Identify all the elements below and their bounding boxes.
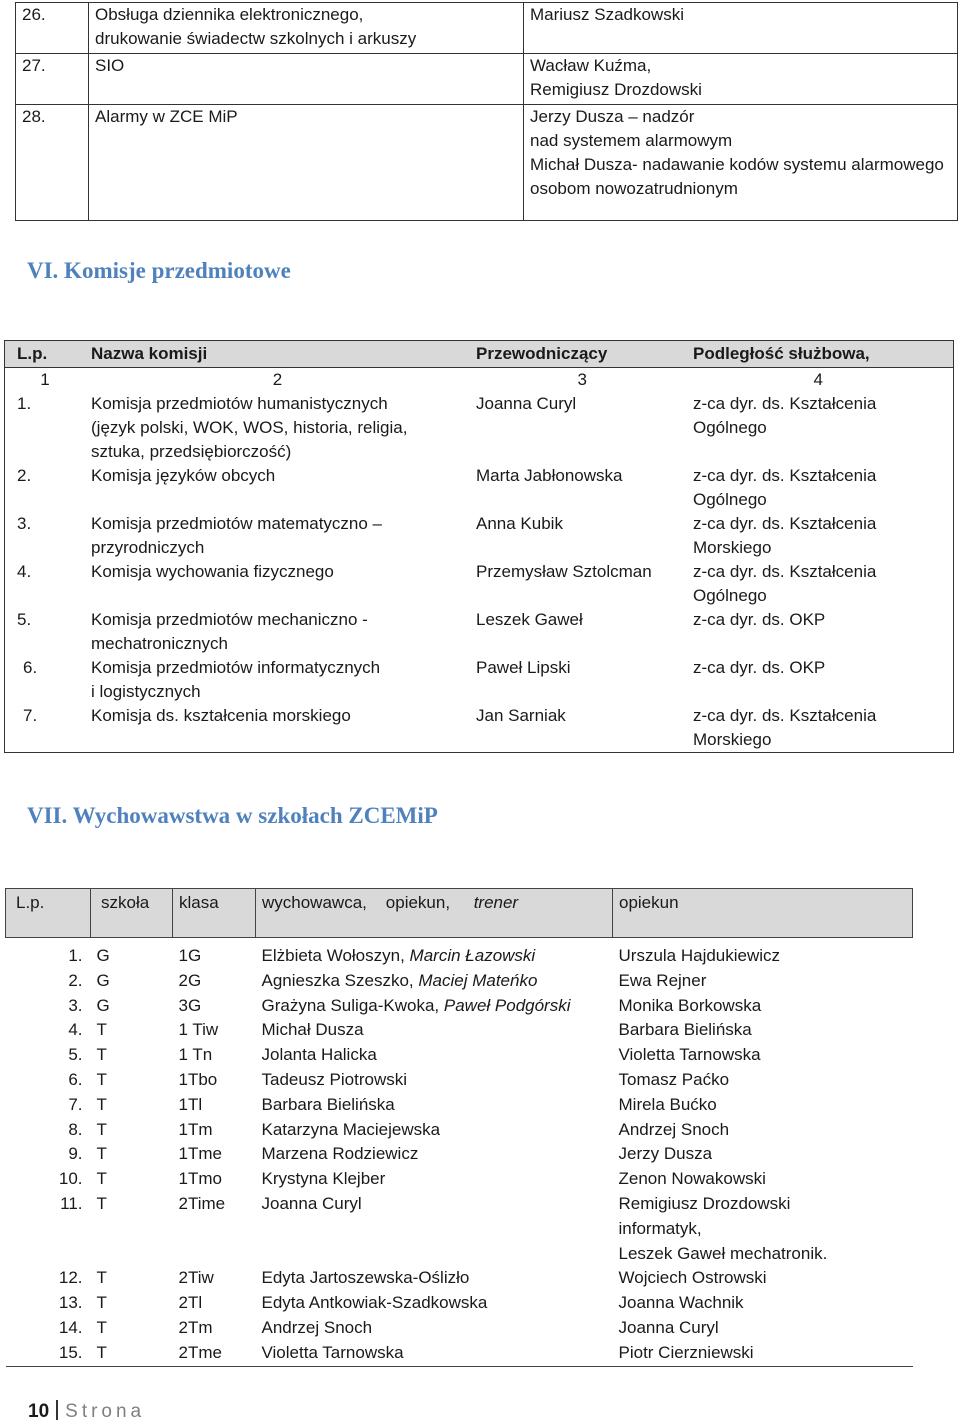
row-name: SIO [89, 54, 524, 105]
header-cell: klasa [173, 889, 256, 938]
table-row [6, 969, 913, 994]
guardian-cell: Mirela Bućko [618, 1094, 717, 1114]
guardian-cell: Zenon Nowakowski [618, 1169, 766, 1189]
committee-name: Komisja przedmiotów mechaniczno - mechatronicznych [91, 610, 368, 653]
school-cell: T [96, 1069, 107, 1089]
teacher-cell [256, 969, 613, 994]
header-trainer: trener [473, 893, 519, 912]
guardian-cell: Joanna Curyl [618, 1317, 719, 1337]
school-cell: T [96, 1119, 107, 1139]
teacher-cell [256, 1018, 613, 1043]
class-cell: 1G [178, 946, 202, 965]
guardian-cell: Violetta Tarnowska [618, 1045, 761, 1065]
row-number: 5. [17, 610, 32, 629]
page-footer [28, 1400, 145, 1423]
table-row [6, 1316, 913, 1341]
class-cell: 2G [178, 970, 202, 990]
teacher-name: Tadeusz Piotrowski [261, 1069, 408, 1089]
row-person: Jerzy Dusza – nadzór nad systemem alarmowym Michał Dusza- nadawanie kodów systemu alarmowego osobom nowozatrudnionym [524, 105, 958, 221]
header-cell: szkoła [91, 889, 173, 938]
header-guardian: opiekun, [385, 893, 451, 912]
class-cell: 2Tiw [178, 1268, 214, 1288]
row-number: 5. [68, 1045, 83, 1065]
row-number: 6. [68, 1069, 83, 1089]
row-number: 3. [68, 995, 83, 1015]
guardian-cell: Barbara Bielińska [618, 1020, 752, 1040]
column-number: 1 [40, 370, 50, 389]
guardian-cell: Ewa Rejner [618, 970, 707, 990]
subordination: z-ca dyr. ds. OKP [693, 658, 826, 677]
row-number: 15. [58, 1342, 83, 1362]
row-number: 26. [16, 3, 89, 54]
teacher-cell [256, 1316, 613, 1341]
guardian-cell: Urszula Hajdukiewicz [618, 946, 781, 965]
chair-name: Przemysław Sztolcman [476, 562, 652, 581]
row-number: 4. [68, 1020, 83, 1040]
table-row [5, 560, 954, 608]
row-name: Alarmy w ZCE MiP [89, 105, 524, 221]
header-cell: Przewodniczący [470, 341, 687, 368]
subordination: z-ca dyr. ds. Kształcenia Morskiego [693, 514, 877, 557]
teacher-name: Joanna Curyl [261, 1193, 362, 1213]
teacher-name: Violetta Tarnowska [261, 1342, 404, 1362]
committee-name: Komisja przedmiotów matematyczno – przyrodniczych [91, 514, 383, 557]
table-row [6, 994, 913, 1019]
school-cell: T [96, 1169, 107, 1189]
table-row [5, 464, 954, 512]
row-number: 6. [23, 658, 38, 677]
subordination: z-ca dyr. ds. Kształcenia Ogólnego [693, 466, 877, 509]
table-row [6, 944, 913, 969]
teacher-cell [256, 1266, 613, 1291]
chair-name: Joanna Curyl [476, 394, 577, 413]
row-name: Obsługa dziennika elektronicznego, drukowanie świadectw szkolnych i arkuszy [89, 3, 524, 54]
row-number: 14. [58, 1317, 83, 1337]
table-header-row [5, 341, 954, 368]
teacher-name: Marzena Rodziewicz [261, 1144, 419, 1164]
committee-name: Komisja wychowania fizycznego [91, 562, 334, 581]
header-cell: Podległość służbowa, [687, 341, 954, 368]
table-row [16, 54, 958, 105]
school-cell: T [96, 1144, 107, 1164]
header-teacher: wychowawca, [262, 893, 367, 912]
school-cell: T [96, 1342, 107, 1362]
guardian-cell: Wojciech Ostrowski [618, 1268, 767, 1288]
column-number: 4 [813, 370, 823, 389]
class-cell: 1Tme [178, 1144, 222, 1164]
school-cell: G [96, 946, 110, 965]
row-number: 10. [58, 1169, 83, 1189]
table-row [6, 1291, 913, 1316]
committee-name: Komisja przedmiotów humanistycznych (język polski, WOK, WOS, historia, religia, sztuka, przedsiębiorczość) [91, 394, 408, 461]
class-cell: 3G [178, 995, 202, 1015]
row-number: 2. [68, 970, 83, 990]
row-number: 8. [68, 1119, 83, 1139]
class-cell: 2Tm [178, 1317, 213, 1337]
header-cell: opiekun [613, 889, 913, 938]
teacher-cell [256, 1142, 613, 1167]
guardian-cell: Remigiusz Drozdowski informatyk, Leszek Gaweł mechatronik. [618, 1193, 828, 1263]
class-cell: 1Tmo [178, 1169, 222, 1189]
page-label: Strona [65, 1401, 146, 1422]
committee-name: Komisja ds. kształcenia morskiego [91, 706, 351, 725]
footer-divider [56, 1400, 58, 1420]
row-number: 1. [17, 394, 32, 413]
teacher-name: Barbara Bielińska [261, 1094, 395, 1114]
table-row [6, 1093, 913, 1118]
table-header-row [6, 889, 913, 938]
table-row [16, 105, 958, 221]
table-row [6, 1018, 913, 1043]
row-number: 2. [17, 466, 32, 485]
column-number: 2 [272, 370, 283, 389]
class-cell: 2Time [178, 1193, 226, 1213]
table-row [6, 1068, 913, 1093]
teacher-name: Krystyna Klejber [261, 1169, 386, 1189]
column-number-row [5, 368, 954, 393]
trainer-name: Paweł Podgórski [443, 995, 571, 1015]
teacher-name: Grażyna Suliga-Kwoka, [261, 995, 440, 1015]
table-row [6, 1192, 913, 1266]
table-row [6, 1142, 913, 1167]
row-person: Wacław Kuźma, Remigiusz Drozdowski [524, 54, 958, 105]
row-number: 3. [17, 514, 32, 533]
school-cell: T [96, 1045, 107, 1065]
teacher-cell [256, 1118, 613, 1143]
class-cell: 1 Tn [178, 1045, 213, 1065]
school-cell: G [96, 995, 110, 1015]
row-number: 4. [17, 562, 32, 581]
row-person: Mariusz Szadkowski [524, 3, 958, 54]
school-cell: T [96, 1193, 107, 1213]
committees-table [4, 340, 954, 753]
row-number: 13. [58, 1293, 83, 1313]
teacher-cell [256, 1341, 613, 1366]
teacher-cell [256, 1291, 613, 1316]
table-row [16, 3, 958, 54]
class-cell: 2Tl [178, 1293, 203, 1313]
section-heading: VI. Komisje przedmiotowe [27, 258, 291, 283]
teacher-cell [256, 1043, 613, 1068]
chair-name: Jan Sarniak [476, 706, 566, 725]
teacher-cell [256, 1192, 613, 1266]
teacher-name: Edyta Antkowiak-Szadkowska [261, 1293, 488, 1313]
class-cell: 1Tbo [178, 1069, 218, 1089]
subordination: z-ca dyr. ds. OKP [693, 610, 826, 629]
row-number: 1. [68, 946, 83, 965]
guardian-cell: Tomasz Paćko [618, 1069, 730, 1089]
table-row [6, 1341, 913, 1366]
teacher-name: Katarzyna Maciejewska [261, 1119, 441, 1139]
table-row [6, 1266, 913, 1291]
column-number: 3 [577, 370, 587, 389]
guardian-cell: Monika Borkowska [618, 995, 762, 1015]
school-cell: T [96, 1317, 107, 1337]
school-cell: G [96, 970, 110, 990]
chair-name: Paweł Lipski [476, 658, 571, 677]
chair-name: Anna Kubik [476, 514, 563, 533]
school-cell: T [96, 1020, 107, 1040]
teacher-cell [256, 944, 613, 969]
row-number: 27. [16, 54, 89, 105]
school-cell: T [96, 1293, 107, 1313]
teacher-name: Michał Dusza [261, 1020, 364, 1040]
table-row [6, 1043, 913, 1068]
subordination: z-ca dyr. ds. Kształcenia Ogólnego [693, 394, 877, 437]
teacher-cell [256, 994, 613, 1019]
guardian-cell: Joanna Wachnik [618, 1293, 744, 1313]
trainer-name: Marcin Łazowski [409, 946, 536, 965]
page-number: 10 [28, 1401, 50, 1422]
row-number: 11. [60, 1193, 83, 1213]
guardian-cell: Jerzy Dusza [618, 1144, 713, 1164]
subordination: z-ca dyr. ds. Kształcenia Ogólnego [693, 562, 877, 605]
table-row [6, 1167, 913, 1192]
row-number: 12. [58, 1268, 83, 1288]
teacher-name: Agnieszka Szeszko, [261, 970, 414, 990]
school-cell: T [96, 1268, 107, 1288]
header-cell: L.p. [5, 341, 86, 368]
guardian-cell: Piotr Cierzniewski [618, 1342, 754, 1362]
table-row [5, 656, 954, 704]
teacher-cell [256, 1068, 613, 1093]
class-cell: 1 Tiw [178, 1020, 219, 1040]
row-number: 7. [68, 1094, 83, 1114]
teacher-name: Elżbieta Wołoszyn, [261, 946, 405, 965]
committee-name: Komisja przedmiotów informatycznych i logistycznych [91, 658, 381, 701]
chair-name: Marta Jabłonowska [476, 466, 623, 485]
class-cell: 2Tme [178, 1342, 222, 1362]
school-cell: T [96, 1094, 107, 1114]
header-cell: Nazwa komisji [85, 341, 470, 368]
teacher-cell [256, 1093, 613, 1118]
section-heading: VII. Wychowawstwa w szkołach ZCEMiP [27, 803, 438, 828]
table-row [5, 704, 954, 753]
trainer-name: Maciej Mateńko [418, 970, 538, 990]
table-row [6, 1118, 913, 1143]
teacher-name: Andrzej Snoch [261, 1317, 373, 1337]
row-number: 9. [68, 1144, 83, 1164]
class-cell: 1Tm [178, 1119, 213, 1139]
header-cell: L.p. [6, 889, 91, 938]
teacher-name: Jolanta Halicka [261, 1045, 377, 1065]
class-cell: 1Tl [178, 1094, 203, 1114]
guardian-cell: Andrzej Snoch [618, 1119, 730, 1139]
top-table [15, 2, 958, 221]
committee-name: Komisja języków obcych [91, 466, 276, 485]
table-row [5, 512, 954, 560]
chair-name: Leszek Gaweł [476, 610, 583, 629]
teacher-name: Edyta Jartoszewska-Oślizło [261, 1268, 470, 1288]
header-cell [256, 889, 613, 938]
row-number: 28. [16, 105, 89, 221]
row-number: 7. [23, 706, 38, 725]
homeroom-table [5, 888, 913, 1367]
table-row [5, 608, 954, 656]
teacher-cell [256, 1167, 613, 1192]
table-row [5, 392, 954, 464]
subordination: z-ca dyr. ds. Kształcenia Morskiego [693, 706, 877, 749]
